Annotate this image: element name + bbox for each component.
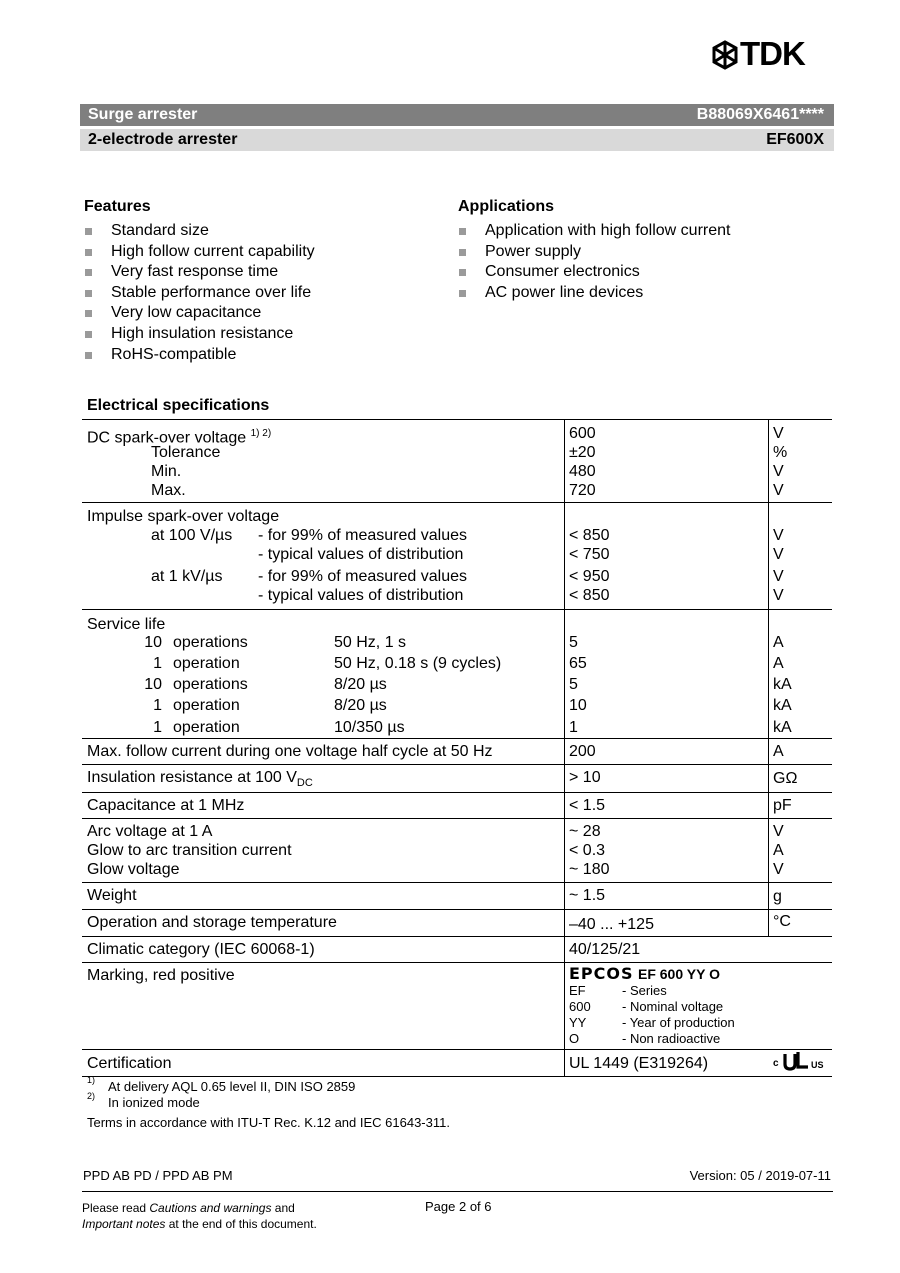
service-unit: kA: [773, 676, 792, 693]
application-item-label: Application with high follow current: [485, 222, 731, 239]
dc-value: 600: [569, 425, 596, 442]
marking-legend-value: - Series: [622, 983, 667, 998]
glow-arc-label: Glow to arc transition current: [87, 842, 292, 859]
service-operation: operations: [173, 676, 248, 693]
feature-item-label: Very low capacitance: [111, 304, 262, 322]
subtitle-bar: [80, 129, 834, 151]
service-condition: 10/350 µs: [334, 719, 405, 736]
impulse-desc-1: - for 99% of measured values: [258, 527, 467, 544]
min-value: 480: [569, 463, 596, 480]
feature-item: [84, 303, 315, 324]
weight-value: ~ 1.5: [569, 887, 606, 904]
service-unit: A: [773, 655, 784, 672]
service-condition: 50 Hz, 1 s: [334, 634, 407, 651]
row-marking: [82, 962, 832, 1049]
footer-note-suffix: at the end of this document.: [165, 1217, 317, 1231]
impulse-rate-100: at 100 V/µs: [151, 527, 233, 544]
tdk-emblem-icon: [712, 40, 738, 70]
feature-item: [84, 242, 315, 263]
footer-note-prefix: Please read: [82, 1201, 150, 1215]
service-unit: kA: [773, 697, 792, 714]
bullet-square-icon: [459, 249, 466, 256]
tolerance-value: ±20: [569, 444, 596, 461]
footer-note-cautions: Cautions and warnings: [149, 1201, 272, 1215]
footer-note-important: Important notes: [82, 1217, 166, 1231]
row-weight: [82, 882, 832, 909]
bullet-square-icon: [85, 269, 92, 276]
ul-logo-icon: [781, 1052, 811, 1072]
part-number: B88069X6461****: [696, 106, 824, 123]
bullet-square-icon: [85, 290, 92, 297]
dc-label: DC spark-over voltage: [87, 429, 247, 447]
impulse-label: Impulse spark-over voltage: [87, 508, 280, 525]
marking-code: EF 600 YY O: [637, 966, 720, 982]
feature-item: [84, 345, 315, 366]
service-operation: operation: [173, 697, 240, 714]
impulse-rate-1k: at 1 kV/µs: [151, 568, 223, 585]
row-climatic: [82, 936, 832, 962]
spec-table: [82, 419, 832, 1077]
application-item: [458, 262, 730, 283]
footer-dept: PPD AB PD / PPD AB PM: [83, 1168, 233, 1183]
marking-legend-key: YY: [569, 1015, 587, 1030]
glow-arc-value: < 0.3: [569, 842, 606, 859]
tolerance-label: Tolerance: [151, 444, 221, 461]
glow-label: Glow voltage: [87, 861, 180, 878]
application-item-label: Power supply: [485, 242, 582, 260]
service-value: 65: [569, 655, 587, 672]
arc-unit: V: [773, 823, 784, 840]
max-value: 720: [569, 482, 596, 499]
features-heading: Features: [84, 198, 151, 215]
application-item: [458, 221, 730, 242]
logo-text: TDK: [740, 35, 805, 72]
application-item: [458, 283, 730, 304]
bullet-square-icon: [459, 269, 466, 276]
application-item-label: Consumer electronics: [485, 263, 640, 281]
service-count: 1: [153, 697, 162, 714]
page-number: Page 2 of 6: [425, 1199, 492, 1214]
temperature-value: –40 ... +125: [569, 916, 654, 933]
service-label: Service life: [87, 616, 166, 633]
features-section: [84, 198, 315, 365]
row-temperature: [82, 909, 832, 936]
impulse-unit-2: V: [773, 546, 784, 563]
service-count: 10: [144, 634, 162, 651]
weight-unit: g: [773, 888, 782, 905]
impulse-unit-3: V: [773, 568, 784, 585]
glow-unit: V: [773, 861, 784, 878]
service-condition: 8/20 µs: [334, 697, 387, 714]
glow-arc-unit: A: [773, 842, 784, 859]
footnote-1-text: At delivery AQL 0.65 level II, DIN ISO 2859: [108, 1079, 356, 1094]
impulse-value-2: < 750: [569, 546, 610, 563]
service-operation: operations: [173, 634, 248, 651]
service-value: 5: [569, 676, 578, 693]
ul-mark-icon: [773, 1052, 825, 1072]
follow-label: Max. follow current during one voltage half cycle at 50 Hz: [87, 743, 493, 760]
bullet-square-icon: [85, 352, 92, 359]
impulse-value-4: < 850: [569, 587, 610, 604]
bullet-square-icon: [85, 228, 92, 235]
weight-label: Weight: [87, 887, 137, 904]
max-unit: V: [773, 482, 784, 499]
service-count: 10: [144, 676, 162, 693]
marking-label: Marking, red positive: [87, 967, 235, 984]
feature-item: [84, 262, 315, 283]
row-arc-glow: [82, 818, 832, 882]
bullet-square-icon: [85, 331, 92, 338]
terms-note: Terms in accordance with ITU-T Rec. K.12 and IEC 61643-311.: [87, 1115, 450, 1130]
capacitance-label: Capacitance at 1 MHz: [87, 797, 245, 814]
bullet-square-icon: [459, 290, 466, 297]
application-item: [458, 242, 730, 263]
arc-value: ~ 28: [569, 823, 601, 840]
series-name: EF600X: [766, 131, 824, 148]
bullet-square-icon: [459, 228, 466, 235]
capacitance-unit: pF: [773, 797, 792, 814]
insulation-unit: GΩ: [773, 770, 798, 787]
service-condition: 50 Hz, 0.18 s (9 cycles): [334, 655, 502, 672]
insulation-sub: DC: [296, 777, 313, 790]
impulse-value-3: < 950: [569, 568, 610, 585]
footer-note-and: and: [271, 1201, 295, 1215]
applications-section: [458, 198, 730, 303]
certification-value: UL 1449 (E319264): [569, 1055, 709, 1072]
row-capacitance: [82, 792, 832, 818]
marking-legend-value: - Non radioactive: [622, 1031, 721, 1046]
tdk-logo: [712, 35, 836, 72]
service-count: 1: [153, 719, 162, 736]
feature-item-label: RoHS-compatible: [111, 345, 237, 363]
row-certification: [82, 1049, 832, 1077]
footnote-1: [87, 1075, 587, 1094]
impulse-desc-2: - typical values of distribution: [258, 546, 464, 563]
marking-legend-key: EF: [569, 983, 586, 998]
climatic-label: Climatic category (IEC 60068-1): [87, 941, 315, 958]
marking-legend-value: - Nominal voltage: [622, 999, 724, 1014]
row-impulse-spark-over: [82, 502, 832, 609]
footnotes: [87, 1075, 587, 1110]
dc-unit: V: [773, 425, 784, 442]
climatic-value: 40/125/21: [569, 941, 641, 958]
impulse-unit-1: V: [773, 527, 784, 544]
service-unit: kA: [773, 719, 792, 736]
service-value: 1: [569, 719, 578, 736]
marking-legend-key: 600: [569, 999, 591, 1014]
follow-value: 200: [569, 743, 596, 760]
max-label: Max.: [151, 482, 186, 499]
row-dc-spark-over: [82, 419, 832, 502]
capacitance-value: < 1.5: [569, 797, 606, 814]
marking-legend-key: O: [569, 1031, 580, 1046]
impulse-unit-4: V: [773, 587, 784, 604]
row-insulation: [82, 764, 832, 792]
service-unit: A: [773, 634, 784, 651]
product-subtype: 2-electrode arrester: [88, 131, 238, 148]
epcos-brand: EPCOS: [569, 964, 634, 983]
electrical-heading: Electrical specifications: [87, 397, 270, 414]
temperature-unit: °C: [773, 913, 791, 930]
marking-legend-value: - Year of production: [622, 1015, 735, 1030]
min-label: Min.: [151, 463, 182, 480]
dc-footnote-ref: 1) 2): [250, 428, 272, 439]
service-value: 10: [569, 697, 587, 714]
row-follow-current: [82, 738, 832, 764]
feature-item-label: Standard size: [111, 222, 209, 239]
features-list: [84, 221, 315, 365]
feature-item-label: High follow current capability: [111, 242, 315, 260]
application-item-label: AC power line devices: [485, 283, 644, 301]
insulation-label: Insulation resistance at 100 V: [87, 769, 297, 786]
feature-item-label: Very fast response time: [111, 263, 279, 281]
min-unit: V: [773, 463, 784, 480]
footnote-1-num: 1): [87, 1075, 96, 1085]
service-operation: operation: [173, 719, 240, 736]
glow-value: ~ 180: [569, 861, 610, 878]
footnote-2-num: 2): [87, 1091, 96, 1101]
feature-item: [84, 221, 315, 242]
bullet-square-icon: [85, 310, 92, 317]
bullet-square-icon: [85, 249, 92, 256]
footer-note: [82, 1200, 317, 1232]
footnote-2-text: In ionized mode: [108, 1095, 200, 1110]
ul-us-mark: US: [811, 1060, 824, 1070]
feature-item-label: High insulation resistance: [111, 324, 294, 342]
impulse-desc-3: - for 99% of measured values: [258, 568, 467, 585]
title-bar: [80, 104, 834, 126]
footer-version: Version: 05 / 2019-07-11: [689, 1168, 831, 1183]
follow-unit: A: [773, 743, 784, 760]
service-operation: operation: [173, 655, 240, 672]
feature-item-label: Stable performance over life: [111, 283, 312, 301]
impulse-desc-4: - typical values of distribution: [258, 587, 464, 604]
row-service-life: [82, 609, 832, 738]
temperature-label: Operation and storage temperature: [87, 914, 337, 931]
footer-divider: [82, 1191, 833, 1192]
impulse-value-1: < 850: [569, 527, 610, 544]
feature-item: [84, 283, 315, 304]
insulation-value: > 10: [569, 769, 601, 786]
tolerance-unit: %: [773, 444, 788, 461]
service-count: 1: [153, 655, 162, 672]
certification-label: Certification: [87, 1055, 172, 1072]
arc-label: Arc voltage at 1 A: [87, 823, 213, 840]
service-condition: 8/20 µs: [334, 676, 387, 693]
service-value: 5: [569, 634, 578, 651]
ul-c-mark: c: [773, 1058, 779, 1069]
applications-list: [458, 221, 730, 303]
feature-item: [84, 324, 315, 345]
product-type: Surge arrester: [88, 106, 198, 123]
footnote-2: [87, 1091, 587, 1110]
applications-heading: Applications: [458, 198, 555, 215]
